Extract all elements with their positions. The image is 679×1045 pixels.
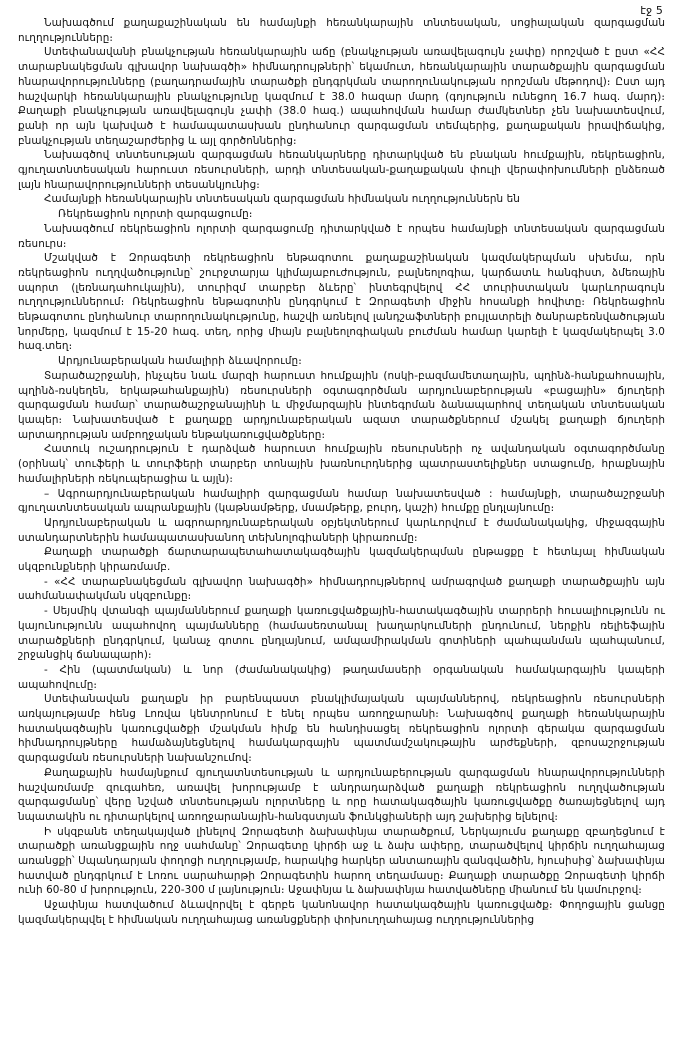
- section-heading: Ռեկրեացիոն ոլորտի զարգացումը։: [58, 208, 253, 221]
- paragraph: Ի սկզբանե տեղակայված լինելով Զորագետի ձախափնյա տարածքում, Ներկայումս քաղաքը զբաղեցնում է տարածքի առանցքային ողջ սահմանը՝ Զորագետը կիրճի աջ և ձախ ափերը, տարածվելով կիրճին ուղղահայաց առանցքի՝ Սպանդարյան փողոցի ուղղությամբ, հարակից հարկեր անտառային զանգվածին, հյուսիսից՝ ձախափնյա հատված ընդգրկում է Լոռու սարահարթի Զորագետին հարող տեղամասը։ Քաղաքի տարածքը Զորագետի կիրճի ունի 60-80 մ խորություն, 220-300 մ լայնություն։ Աջափնյա և ձախափնյա հատվածները միանում են կամուրջով։: [18, 825, 665, 897]
- bullet-paragraph: – Ագրոարդյունաբերական համալիրի զարգացման համար նախատեսված : համայնքի, տարածաշրջանի գյուղատնտեսական ապրանքային (կաթնամթերք, մսամթերք, բուրդ, կաշի) հումքը ընդլայնումը։: [18, 487, 665, 515]
- paragraph: Մշակված է Զորագետի ռեկրեացիոն ենթագոտու քաղաքաշինական կազմակերպման սխեմա, որն ռեկրեացիոն ուղղվածությունը՝ շուրջտարյա կլիմայաբուժություն, բալնեոլոգիա, կարճատև հանգիստ, ձմեռային սպորտ (լեռնադահուկային), տուրիզմ տարբեր ձևերը՝ ինտեգրվելով ՀՀ տուրիստական կարևորագույն ուղղություններում։ Ռեկրեացիոն ենթագոտին ընդգրկում է Զորագետի միջին հոսանքի հովիտը։ Ռեկրեացիոն ենթագոտու ընդհանուր տարողունակությունը, հաշվի առնելով լանդշաֆտների բույլատրելի ծանրաբեռնվածության նորմերը, կազմում է 15-20 հազ. տեղ, որից միայն բալնեոլոգիական բուժման համար կարելի է կազմակերպել 3.0 հազ.տեղ։: [18, 252, 665, 353]
- page-number: էջ 5: [640, 4, 663, 17]
- paragraph: Քաղաքի տարածքի ճարտարապետահատակագծային կազմակերպման ընթացքը է հետևյալ հիմնական սկզբունքների կիրառմամբ.: [18, 546, 665, 574]
- bullet-paragraph: - «ՀՀ տարաբնակեցման գլխավոր նախագծի» հիմնադրույթներով ամրագրված քաղաքի տարածքային այն սահմանափակման սկզբունքը։: [18, 575, 665, 603]
- paragraph: Ստեփանավանի բնակչության հեռանկարային աճը (բնակչության առավելագույն չափը) որոշված է ըստ «ՀՀ տարաբնակեցման գլխավոր նախագծի» հիմնադրույթների՝ եկամուտ, հեռանկարային տարածքային զարգացման հնարավորությունները (բաղադրամային տարածքի ընդգրկման տարողունակության որոշման մեթոդով)։ Ըստ այդ հաշվարկի հեռանկարային բնակչությունը կազմում է 38.0 հազար մարդ (գոյություն ունեցող 16.7 հազ. մարդ)։ Քաղաքի բնակչության առավելագույն չափի (38.0 հազ.) ապահովման համար ժամկետներ չեն նախատեսվում, քանի որ այն կախված է համապատասխան ընդհանուր զարգացման տեմպերից, քաղաքական իրավիճակից, բնակչության տեղաշարժերից և այլ գործոններից։: [18, 46, 665, 147]
- paragraph: Հատուկ ուշադրություն է դարձված հարուստ հումքային ռեսուրսների ոչ ավանդական օգտագործմանը (օրինակ՝ տուֆերի և տուրֆերի տարբեր տոնային խառնուրդներից պատրաստելիքներ ստացումը, հրաքնային համալիրների ռեկուպերացիա և այլն)։: [18, 443, 665, 485]
- paragraph: Աջափնյա հատվածում ձևավորվել է գերբե կանոնավոր հատակագծային կառուցվածք։ Փողոցային ցանցը կազմակերպվել է հիմնական ուղղահայաց առանցքների փոխուղղահայաց ուղղություններից: [18, 899, 665, 926]
- paragraph: Տարածաշրջանի, ինչպես նաև մարզի հարուստ հումքային (ոսկի-բազմամետաղային, պղինձ-հանքահոսային, պղինձ-ռսկեղեն, երկաթահանքային) ռեսուրսների օգտագործման արդյունաբերության «բացային» ճյուղերի զարգացման համար՝ տարածաշրջանայինի և միջմարզային ինտեգրման ձանապարհով տեղական տնտեսական կապեր։ Նախատեսված է քաղաքը արդյունաբերական ազատ տարածքներում մշակել քաղաքի ճյուղերի արտադրության ամբողջական ենթակառուցվածքները։: [18, 369, 665, 441]
- paragraph: Ստեփանավան քաղաքն իր բարենպաստ բնակլիմայական պայմաններով, ռեկրեացիոն ռեսուրսների առկայությամբ հենց Լոռվա կենտրոնում է ենել որպես առողջարանի։ Նախագծով քաղաքի հեռանկարային հատակագծային կառուցվածքի մշակման հիմք են հանդիսացել ռեկրեացիոն ոլորտի գերակա զարգացման հիմնադրույթները համաձայնեցնելով համակարգային պատմամշակութային արժեքների, զբոսաշրջության զարգացման ռեսուրսների նախանշումով։: [18, 693, 665, 765]
- paragraph: Քաղաքային համայնքում գյուղատնտեսության և արդյունաբերության զարգացման հնարավորությունների հաշվառմամբ զուգահեռ, առավել խորությամբ է անդրադարձված քաղաքի ռեկրեացիոն ուղղվածության զարգացմանը՝ վերը նշված տնտեսության ոլորտները և որը հատակագծային կառուցվածքը ծառայեցնելով այդ նպատակին ու դիտարկելով առողջարանային-հանգստյան ֆունկցիաների այդ շախերից ելնելով։: [18, 766, 665, 823]
- paragraph: Նախագծով տնտեսության զարգացման հեռանկարները դիտարկված են բնական հումքային, ռեկրեացիոն, գյուղատնտեսական հարուստ ռեսուրսների, արդի տնտեսական-քաղաքական փուլի վերափոխումների ընձեռած լայն հնարավորությունների տեսանկյունից։: [18, 149, 665, 191]
- paragraph: Արդյունաբերական և ագրոարդյունաբերական օբյեկտներում կարևորվում է ժամանակակից, միջազգային ստանդարտներին համապատասխանող տեխնոլոգիաների կիրառումը։: [18, 516, 665, 544]
- paragraph: Համայնքի հեռանկարային տնտեսական զարգացման հիմնական ուղղություններն են: [44, 193, 520, 206]
- section-heading: Արդյունաբերական համալիրի ձևավորումը։: [58, 355, 302, 368]
- paragraph: Նախագծում ռեկրեացիոն ոլորտի զարգացումը դիտարկված է որպես համայնքի տնտեսական զարգացման ռեսուրս։: [18, 222, 665, 250]
- paragraph: Նախագծում քաղաքաշինական են համայնքի հեռանկարային տնտեսական, սոցիալական զարգացման ուղղությունները։: [18, 17, 665, 44]
- bullet-paragraph: - Հին (պատմական) և նոր (ժամանակակից) թաղամասերի օրգանական համակարգային կապերի ապահովումը։: [18, 663, 665, 691]
- bullet-paragraph: - Սեյսմիկ վտանգի պայմաններում քաղաքի կառուցվածքային-հատակագծային տարրերի հուսալիությունն ու կայունությունն ապահովող պայմանները (համասեռտանալ խաղարկումների ընդունում, ներքին ռելիեֆային տարածքների ընդգրկում, կանաչ գոտու ընդլայնում, ամպամիրակման գոտիների պահպանման պահպանում, շրջանցիկ ճանապարհ)։: [18, 605, 665, 662]
- document-body: [18, 16, 665, 928]
